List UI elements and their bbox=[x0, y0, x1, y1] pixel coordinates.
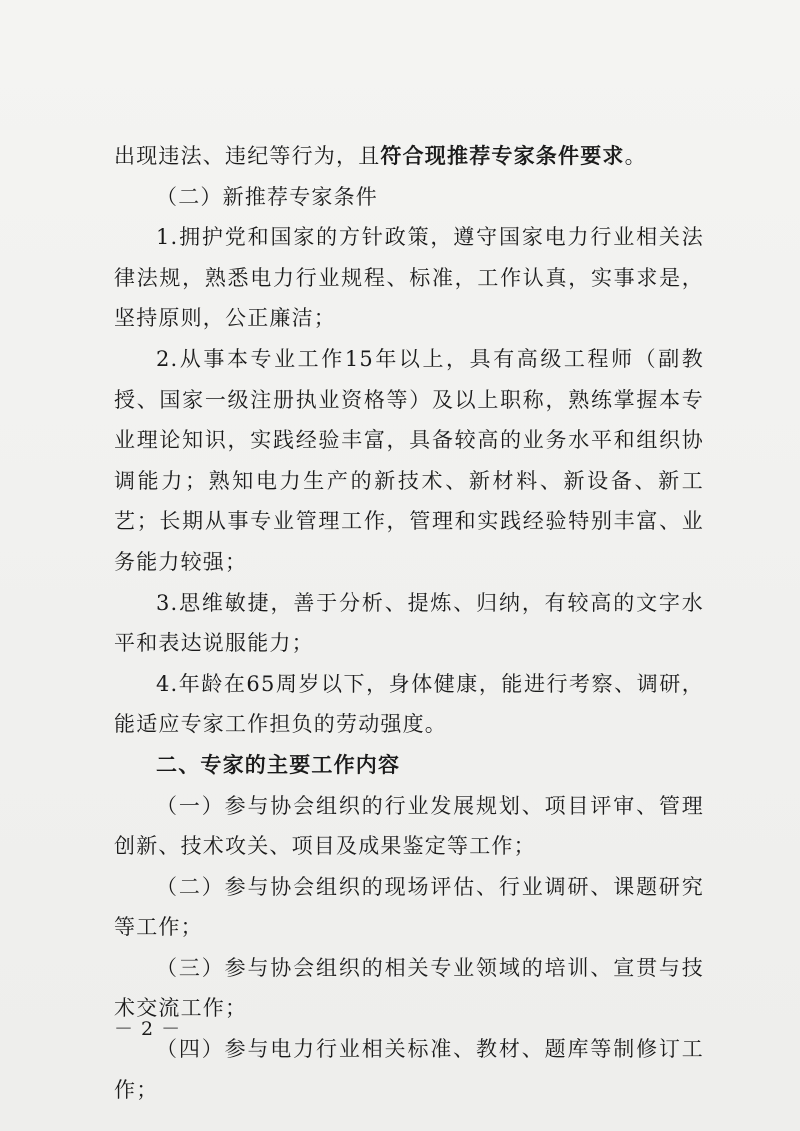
page-number: － 2 － bbox=[114, 1018, 182, 1040]
section-heading-main-work: 二、专家的主要工作内容 bbox=[156, 752, 401, 777]
document-body bbox=[114, 136, 704, 1110]
condition-item-1: 1.拥护党和国家的方针政策，遵守国家电力行业相关法律法规，熟悉电力行业规程、标准，工作认真，实事求是，坚持原则，公正廉洁； bbox=[114, 225, 704, 331]
condition-item-3: 3.思维敏捷，善于分析、提炼、归纳，有较高的文字水平和表达说服能力； bbox=[114, 590, 704, 656]
condition-item-2: 2.从事本专业工作15年以上，具有高级工程师（副教授、国家一级注册执业资格等）及以上职称，熟练掌握本专业理论知识，实践经验丰富，具备较高的业务水平和组织协调能力；熟知电力生产的新技术、新材料、新设备、新工艺；长期从事专业管理工作，管理和实践经验特别丰富、业务能力较强； bbox=[114, 346, 704, 574]
continuation-paragraph: 出现违法、违纪等行为，且符合现推荐专家条件要求。 bbox=[114, 143, 647, 168]
condition-item-4: 4.年龄在65周岁以下，身体健康，能进行考察、调研，能适应专家工作担负的劳动强度。 bbox=[114, 671, 704, 737]
work-item-1: （一）参与协会组织的行业发展规划、项目评审、管理创新、技术攻关、项目及成果鉴定等工作； bbox=[114, 793, 704, 859]
work-item-2: （二）参与协会组织的现场评估、行业调研、课题研究等工作； bbox=[114, 874, 704, 940]
work-item-3: （三）参与协会组织的相关专业领域的培训、宣贯与技术交流工作； bbox=[114, 955, 704, 1021]
emphasis-text: 符合现推荐专家条件要求 bbox=[380, 143, 625, 168]
subheading-new-expert-conditions: （二）新推荐专家条件 bbox=[156, 184, 378, 209]
work-item-4: （四）参与电力行业相关标准、教材、题库等制修订工作； bbox=[114, 1037, 704, 1102]
